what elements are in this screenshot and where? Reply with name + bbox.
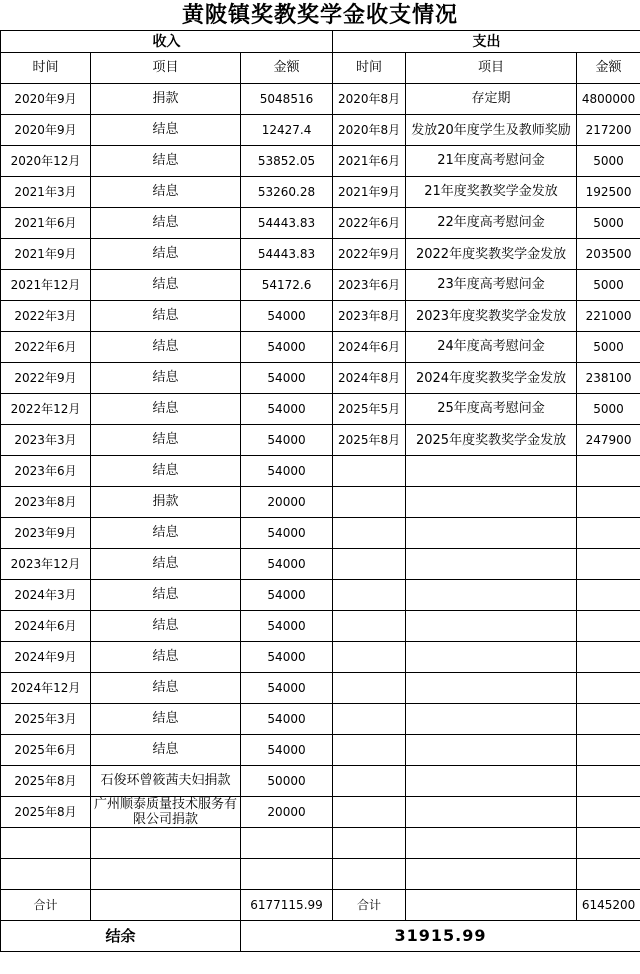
- table-row: [1, 611, 640, 642]
- income-time-cell: 2025年8月: [1, 797, 91, 828]
- expense-amount-cell: [577, 797, 640, 828]
- income-total-item: [91, 890, 241, 921]
- expense-amount-cell: 192500: [577, 177, 640, 208]
- balance-row: [1, 921, 640, 952]
- income-time-cell: 2020年9月: [1, 115, 91, 146]
- income-time-cell: 2021年3月: [1, 177, 91, 208]
- expense-item-cell: [406, 859, 577, 890]
- expense-amount-cell: [577, 766, 640, 797]
- income-time-cell: 2025年3月: [1, 704, 91, 735]
- expense-item-header: 项目: [406, 53, 577, 84]
- expense-time-header: 时间: [333, 53, 406, 84]
- ledger-table: [0, 30, 640, 952]
- table-row: [1, 363, 640, 394]
- income-amount-cell: 53852.05: [241, 146, 333, 177]
- expense-amount-cell: [577, 456, 640, 487]
- income-item-cell: 结息: [91, 239, 241, 270]
- sheet-title: 黄陂镇奖教奖学金收支情况: [181, 2, 458, 28]
- income-amount-cell: 54000: [241, 456, 333, 487]
- income-amount-cell: 20000: [241, 797, 333, 828]
- expense-item-cell: 发放20年度学生及教师奖励: [406, 115, 577, 146]
- income-item-cell: 结息: [91, 115, 241, 146]
- expense-time-cell: [333, 456, 406, 487]
- table-row: [1, 177, 640, 208]
- expense-time-cell: [333, 549, 406, 580]
- expense-time-cell: 2022年6月: [333, 208, 406, 239]
- expense-amount-cell: [577, 580, 640, 611]
- expense-total-amount: 6145200: [577, 890, 640, 921]
- expense-amount-cell: [577, 549, 640, 580]
- income-amount-cell: [241, 828, 333, 859]
- income-item-cell: 结息: [91, 549, 241, 580]
- expense-amount-cell: [577, 735, 640, 766]
- income-time-cell: 2024年12月: [1, 673, 91, 704]
- income-time-cell: 2020年9月: [1, 84, 91, 115]
- table-row: [1, 456, 640, 487]
- income-amount-cell: 54000: [241, 425, 333, 456]
- income-item-cell: 结息: [91, 177, 241, 208]
- expense-amount-cell: [577, 642, 640, 673]
- expense-item-cell: 2023年度奖教奖学金发放: [406, 301, 577, 332]
- expense-item-cell: 存定期: [406, 84, 577, 115]
- income-time-cell: 2024年9月: [1, 642, 91, 673]
- expense-total-item: [406, 890, 577, 921]
- income-time-cell: 2022年3月: [1, 301, 91, 332]
- expense-time-cell: [333, 580, 406, 611]
- income-time-cell: 2022年9月: [1, 363, 91, 394]
- income-item-cell: 结息: [91, 518, 241, 549]
- income-section-header: 收入: [1, 31, 333, 53]
- expense-amount-cell: 221000: [577, 301, 640, 332]
- expense-time-cell: [333, 704, 406, 735]
- expense-amount-cell: 217200: [577, 115, 640, 146]
- expense-time-cell: 2021年6月: [333, 146, 406, 177]
- expense-total-label: 合计: [333, 890, 406, 921]
- table-row: [1, 766, 640, 797]
- expense-item-cell: [406, 642, 577, 673]
- expense-time-cell: [333, 735, 406, 766]
- expense-item-cell: [406, 828, 577, 859]
- expense-amount-cell: [577, 518, 640, 549]
- expense-item-cell: [406, 487, 577, 518]
- income-amount-cell: 12427.4: [241, 115, 333, 146]
- income-item-cell: 结息: [91, 425, 241, 456]
- income-total-label: 合计: [1, 890, 91, 921]
- income-time-cell: 2023年3月: [1, 425, 91, 456]
- income-time-cell: [1, 859, 91, 890]
- income-item-cell: 结息: [91, 394, 241, 425]
- income-time-cell: 2025年6月: [1, 735, 91, 766]
- income-item-cell: 结息: [91, 642, 241, 673]
- table-row: [1, 704, 640, 735]
- expense-time-cell: [333, 766, 406, 797]
- income-time-cell: 2022年6月: [1, 332, 91, 363]
- table-row: [1, 394, 640, 425]
- income-time-cell: 2021年12月: [1, 270, 91, 301]
- income-amount-cell: 54000: [241, 735, 333, 766]
- income-amount-cell: 54000: [241, 580, 333, 611]
- expense-amount-cell: [577, 487, 640, 518]
- expense-time-cell: [333, 673, 406, 704]
- table-row: [1, 239, 640, 270]
- income-amount-cell: 54443.83: [241, 239, 333, 270]
- expense-item-cell: [406, 735, 577, 766]
- income-item-cell: 广州顺泰质量技术服务有限公司捐款: [91, 797, 241, 828]
- expense-time-cell: 2024年8月: [333, 363, 406, 394]
- income-item-cell: 结息: [91, 332, 241, 363]
- income-item-cell: 结息: [91, 704, 241, 735]
- expense-time-cell: 2021年9月: [333, 177, 406, 208]
- expense-item-cell: 22年度高考慰问金: [406, 208, 577, 239]
- expense-item-cell: [406, 611, 577, 642]
- table-row: [1, 115, 640, 146]
- expense-amount-cell: 5000: [577, 394, 640, 425]
- income-item-header: 项目: [91, 53, 241, 84]
- table-row: [1, 735, 640, 766]
- expense-item-cell: 2025年度奖教奖学金发放: [406, 425, 577, 456]
- income-item-cell: 结息: [91, 580, 241, 611]
- column-header-row: [1, 53, 640, 84]
- expense-item-cell: 2024年度奖教奖学金发放: [406, 363, 577, 394]
- income-total-amount: 6177115.99: [241, 890, 333, 921]
- income-item-cell: 结息: [91, 270, 241, 301]
- expense-item-cell: [406, 518, 577, 549]
- income-amount-cell: 54000: [241, 332, 333, 363]
- expense-item-cell: 21年度奖教奖学金发放: [406, 177, 577, 208]
- income-amount-header: 金额: [241, 53, 333, 84]
- table-row: [1, 332, 640, 363]
- section-header-row: [1, 31, 640, 53]
- income-item-cell: 结息: [91, 301, 241, 332]
- income-item-cell: 捐款: [91, 487, 241, 518]
- income-time-cell: 2024年3月: [1, 580, 91, 611]
- expense-time-cell: [333, 797, 406, 828]
- expense-item-cell: [406, 549, 577, 580]
- expense-item-cell: [406, 797, 577, 828]
- income-amount-cell: [241, 859, 333, 890]
- balance-value: 31915.99: [241, 921, 640, 952]
- expense-item-cell: 21年度高考慰问金: [406, 146, 577, 177]
- income-time-cell: 2020年12月: [1, 146, 91, 177]
- income-time-cell: 2023年8月: [1, 487, 91, 518]
- table-row: [1, 270, 640, 301]
- expense-amount-cell: 5000: [577, 270, 640, 301]
- income-amount-cell: 54000: [241, 642, 333, 673]
- expense-time-cell: [333, 487, 406, 518]
- expense-time-cell: 2020年8月: [333, 84, 406, 115]
- income-amount-cell: 54000: [241, 611, 333, 642]
- table-row: [1, 673, 640, 704]
- expense-time-cell: 2024年6月: [333, 332, 406, 363]
- income-item-cell: 结息: [91, 735, 241, 766]
- expense-time-cell: [333, 518, 406, 549]
- expense-amount-cell: 4800000: [577, 84, 640, 115]
- income-item-cell: 结息: [91, 363, 241, 394]
- table-row: [1, 828, 640, 859]
- income-time-header: 时间: [1, 53, 91, 84]
- expense-time-cell: 2022年9月: [333, 239, 406, 270]
- income-time-cell: [1, 828, 91, 859]
- income-amount-cell: 54000: [241, 673, 333, 704]
- table-row: [1, 859, 640, 890]
- expense-item-cell: 24年度高考慰问金: [406, 332, 577, 363]
- income-item-cell: 捐款: [91, 84, 241, 115]
- table-row: [1, 487, 640, 518]
- table-row: [1, 797, 640, 828]
- income-item-cell: [91, 859, 241, 890]
- income-amount-cell: 54000: [241, 394, 333, 425]
- expense-amount-cell: [577, 704, 640, 735]
- income-time-cell: 2021年6月: [1, 208, 91, 239]
- expense-item-cell: [406, 673, 577, 704]
- expense-time-cell: 2023年8月: [333, 301, 406, 332]
- income-amount-cell: 54172.6: [241, 270, 333, 301]
- income-item-cell: 结息: [91, 456, 241, 487]
- table-row: [1, 208, 640, 239]
- expense-amount-cell: [577, 828, 640, 859]
- expense-amount-cell: [577, 859, 640, 890]
- table-row: [1, 518, 640, 549]
- expense-time-cell: 2020年8月: [333, 115, 406, 146]
- expense-amount-cell: 5000: [577, 332, 640, 363]
- income-amount-cell: 20000: [241, 487, 333, 518]
- expense-item-cell: [406, 766, 577, 797]
- expense-amount-cell: 5000: [577, 146, 640, 177]
- expense-amount-cell: [577, 673, 640, 704]
- income-amount-cell: 5048516: [241, 84, 333, 115]
- table-row: [1, 642, 640, 673]
- expense-time-cell: 2023年6月: [333, 270, 406, 301]
- income-time-cell: 2023年9月: [1, 518, 91, 549]
- expense-amount-cell: 238100: [577, 363, 640, 394]
- table-row: [1, 580, 640, 611]
- income-item-cell: 石俊环曾筱茜夫妇捐款: [91, 766, 241, 797]
- income-amount-cell: 50000: [241, 766, 333, 797]
- income-time-cell: 2025年8月: [1, 766, 91, 797]
- expense-item-cell: [406, 456, 577, 487]
- expense-item-cell: 2022年度奖教奖学金发放: [406, 239, 577, 270]
- expense-item-cell: 23年度高考慰问金: [406, 270, 577, 301]
- income-time-cell: 2021年9月: [1, 239, 91, 270]
- expense-time-cell: 2025年8月: [333, 425, 406, 456]
- table-row: [1, 301, 640, 332]
- income-time-cell: 2023年6月: [1, 456, 91, 487]
- table-row: [1, 425, 640, 456]
- income-time-cell: 2024年6月: [1, 611, 91, 642]
- expense-time-cell: [333, 828, 406, 859]
- income-item-cell: 结息: [91, 673, 241, 704]
- income-amount-cell: 54000: [241, 363, 333, 394]
- expense-time-cell: 2025年5月: [333, 394, 406, 425]
- income-amount-cell: 54000: [241, 549, 333, 580]
- expense-item-cell: [406, 704, 577, 735]
- income-amount-cell: 54000: [241, 301, 333, 332]
- expense-time-cell: [333, 611, 406, 642]
- expense-amount-cell: 5000: [577, 208, 640, 239]
- table-row: [1, 84, 640, 115]
- income-amount-cell: 54000: [241, 518, 333, 549]
- income-amount-cell: 54000: [241, 704, 333, 735]
- expense-amount-cell: 203500: [577, 239, 640, 270]
- balance-label: 结余: [1, 921, 241, 952]
- income-time-cell: 2023年12月: [1, 549, 91, 580]
- expense-time-cell: [333, 859, 406, 890]
- income-item-cell: 结息: [91, 146, 241, 177]
- expense-amount-cell: 247900: [577, 425, 640, 456]
- expense-time-cell: [333, 642, 406, 673]
- table-row: [1, 549, 640, 580]
- expense-section-header: 支出: [333, 31, 640, 53]
- income-item-cell: [91, 828, 241, 859]
- income-time-cell: 2022年12月: [1, 394, 91, 425]
- expense-amount-header: 金额: [577, 53, 640, 84]
- totals-row: [1, 890, 640, 921]
- expense-amount-cell: [577, 611, 640, 642]
- table-row: [1, 146, 640, 177]
- income-item-cell: 结息: [91, 611, 241, 642]
- income-amount-cell: 54443.83: [241, 208, 333, 239]
- expense-item-cell: 25年度高考慰问金: [406, 394, 577, 425]
- income-item-cell: 结息: [91, 208, 241, 239]
- expense-item-cell: [406, 580, 577, 611]
- income-amount-cell: 53260.28: [241, 177, 333, 208]
